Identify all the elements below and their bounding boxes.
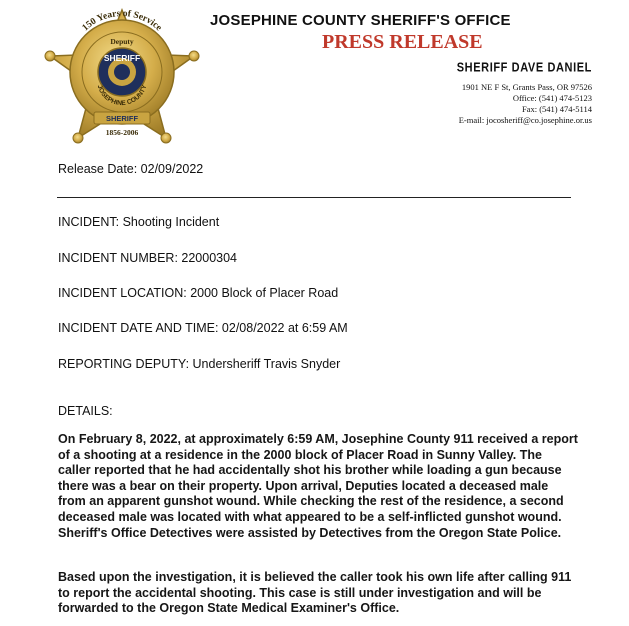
contact-block — [459, 82, 592, 126]
incident-number-field: INCIDENT NUMBER: 22000304 — [58, 251, 238, 265]
address-line: 1901 NE F St, Grants Pass, OR 97526 — [461, 82, 592, 92]
reporting-deputy-field: REPORTING DEPUTY: Undersheriff Travis Snyder — [58, 357, 341, 371]
organization-title: JOSEPHINE COUNTY SHERIFF'S OFFICE — [210, 12, 511, 29]
release-date: Release Date: 02/09/2022 — [58, 162, 204, 176]
email-line: E-mail: jocosheriff@co.josephine.or.us — [458, 115, 592, 125]
details-paragraph-1: On February 8, 2022, at approximately 6:59 AM, Josephine County 911 received a report of a shooting at a residence in the 2000 block of Placer Road in Sunny Valley. The caller reported that he had accidentally shot his brother while loading a gun because there was a bear on their property. Upon arrival, Deputies located a deceased male from an apparent gunshot wound. While checking the rest of the residence, a second deceased male was located with what appeared to be a self-inflicted gunshot wound. Sheriff's Office Detectives were assisted by Detectives from the Oregon State Police. — [58, 432, 578, 540]
badge-county-text: JOSEPHINE COUNTY — [95, 84, 149, 108]
incident-location-field: INCIDENT LOCATION: 2000 Block of Placer Road — [58, 286, 339, 300]
fax-line: Fax: (541) 474-5114 — [521, 104, 592, 114]
incident-date-time-field: INCIDENT DATE AND TIME: 02/08/2022 at 6:59 AM — [58, 321, 348, 335]
badge-deputy-text: Deputy — [110, 37, 134, 46]
badge-sheriff-text: SHERIFF — [103, 53, 141, 63]
badge-top-arc-text: 150 Years of Service — [80, 8, 164, 34]
details-heading: DETAILS: — [58, 404, 113, 418]
details-paragraph-2: Based upon the investigation, it is believed the caller took his own life after calling 911 to report the accidental shooting. This case is still under investigation and will be forwarded to the Oregon State Medical Examiner's Office. — [58, 570, 572, 616]
badge-years-text: 1856-2006 — [105, 128, 139, 137]
press-release-heading: PRESS RELEASE — [322, 31, 483, 53]
sheriff-badge-logo — [44, 6, 200, 146]
badge-ribbon-text: SHERIFF — [105, 114, 139, 123]
office-phone-line: Office: (541) 474-5123 — [512, 93, 592, 103]
horizontal-divider — [57, 197, 571, 198]
incident-field: INCIDENT: Shooting Incident — [58, 215, 220, 229]
sheriff-name: SHERIFF DAVE DANIEL — [456, 61, 592, 75]
